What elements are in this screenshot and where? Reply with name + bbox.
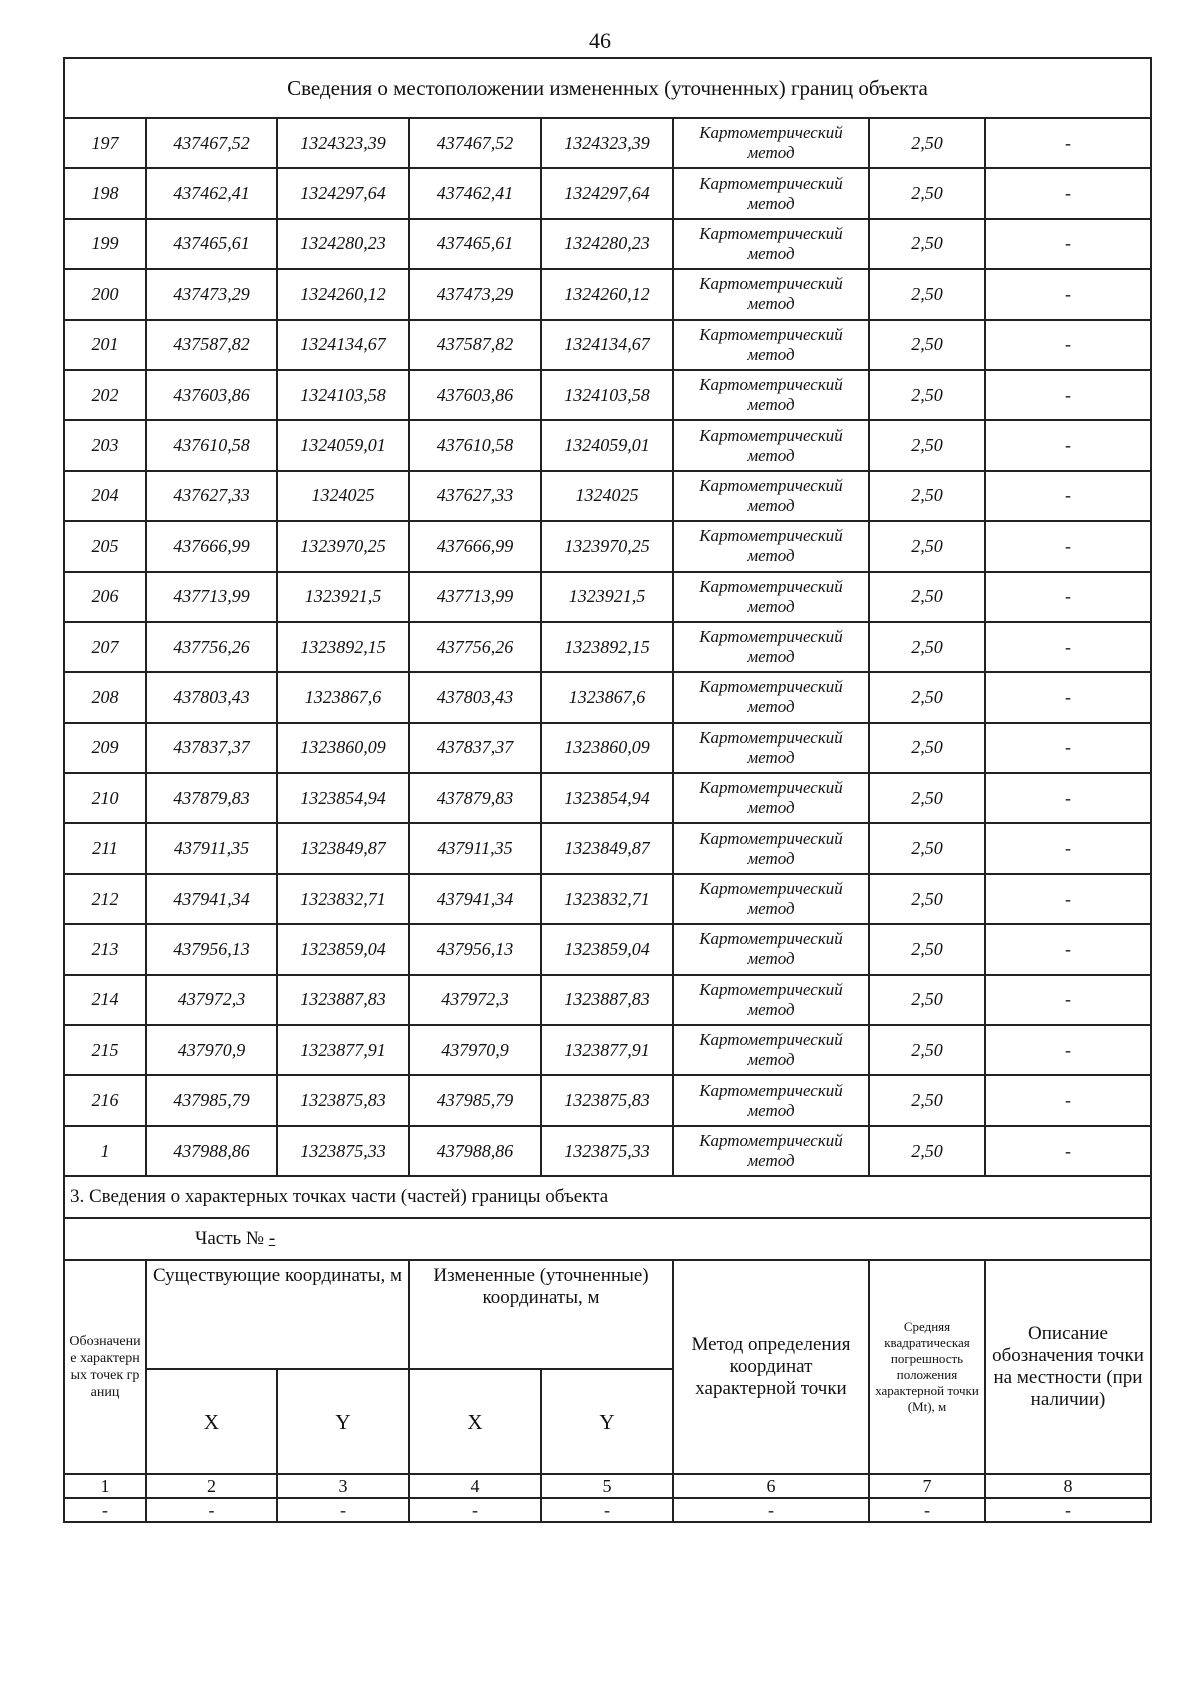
changed-x-cell: 437837,37 (409, 723, 541, 773)
changed-x-cell: 437988,86 (409, 1126, 541, 1176)
table-row (64, 320, 1151, 370)
changed-x-cell: 437587,82 (409, 320, 541, 370)
changed-y-cell: 1323892,15 (541, 622, 673, 672)
existing-x-cell: 437941,34 (146, 874, 277, 924)
part-value: - (268, 1228, 276, 1250)
changed-y-cell: 1323860,09 (541, 723, 673, 773)
description-cell: - (985, 723, 1151, 773)
existing-x-cell: 437462,41 (146, 168, 277, 218)
changed-x-cell: 437756,26 (409, 622, 541, 672)
part-label: Часть № (195, 1228, 265, 1250)
changed-y-cell: 1323867,6 (541, 672, 673, 722)
changed-y-cell: 1324134,67 (541, 320, 673, 370)
existing-y-cell: 1323849,87 (277, 823, 409, 873)
changed-y-cell: 1323859,04 (541, 924, 673, 974)
table-row (64, 723, 1151, 773)
changed-y-cell: 1323854,94 (541, 773, 673, 823)
point-number-cell: 204 (64, 471, 146, 521)
existing-y-cell: 1323867,6 (277, 672, 409, 722)
method-cell: Картометрический метод (673, 874, 869, 924)
empty-cell: - (869, 1498, 985, 1522)
table-title: Сведения о местоположении измененных (уточненных) границ объекта (64, 58, 1151, 118)
mt-value-cell: 2,50 (869, 471, 985, 521)
changed-y-cell: 1324025 (541, 471, 673, 521)
changed-x-cell: 437985,79 (409, 1075, 541, 1125)
part-row (64, 1218, 1151, 1260)
empty-cell: - (277, 1498, 409, 1522)
method-cell: Картометрический метод (673, 622, 869, 672)
existing-y-cell: 1323854,94 (277, 773, 409, 823)
table-row (64, 521, 1151, 571)
description-cell: - (985, 773, 1151, 823)
changed-y-cell: 1324323,39 (541, 118, 673, 168)
table-row (64, 622, 1151, 672)
method-cell: Картометрический метод (673, 471, 869, 521)
description-cell: - (985, 1025, 1151, 1075)
description-cell: - (985, 370, 1151, 420)
existing-x-cell: 437666,99 (146, 521, 277, 571)
column-number: 7 (869, 1474, 985, 1498)
description-cell: - (985, 874, 1151, 924)
mt-value-cell: 2,50 (869, 1025, 985, 1075)
existing-y-cell: 1323887,83 (277, 975, 409, 1025)
point-number-cell: 208 (64, 672, 146, 722)
mt-value-cell: 2,50 (869, 1075, 985, 1125)
description-cell: - (985, 118, 1151, 168)
table-row (64, 672, 1151, 722)
point-number-cell: 213 (64, 924, 146, 974)
method-cell: Картометрический метод (673, 1075, 869, 1125)
mt-value-cell: 2,50 (869, 572, 985, 622)
point-number-cell: 199 (64, 219, 146, 269)
existing-y-cell: 1324297,64 (277, 168, 409, 218)
existing-x-cell: 437985,79 (146, 1075, 277, 1125)
method-cell: Картометрический метод (673, 672, 869, 722)
existing-y-cell: 1324134,67 (277, 320, 409, 370)
existing-x-cell: 437587,82 (146, 320, 277, 370)
point-number-cell: 202 (64, 370, 146, 420)
table-row (64, 975, 1151, 1025)
changed-y-cell: 1324297,64 (541, 168, 673, 218)
existing-x-cell: 437627,33 (146, 471, 277, 521)
header-method: Метод определения координат характерной точки (673, 1260, 869, 1474)
column-number: 2 (146, 1474, 277, 1498)
point-number-cell: 201 (64, 320, 146, 370)
description-cell: - (985, 320, 1151, 370)
mt-value-cell: 2,50 (869, 874, 985, 924)
mt-value-cell: 2,50 (869, 420, 985, 470)
existing-y-cell: 1323875,83 (277, 1075, 409, 1125)
mt-value-cell: 2,50 (869, 924, 985, 974)
table-row (64, 1025, 1151, 1075)
point-number-cell: 198 (64, 168, 146, 218)
point-number-cell: 211 (64, 823, 146, 873)
table-row (64, 1126, 1151, 1176)
changed-x-cell: 437879,83 (409, 773, 541, 823)
existing-x-cell: 437467,52 (146, 118, 277, 168)
mt-value-cell: 2,50 (869, 370, 985, 420)
page-number: 46 (589, 28, 611, 53)
existing-y-cell: 1324280,23 (277, 219, 409, 269)
mt-value-cell: 2,50 (869, 118, 985, 168)
boundary-table (63, 57, 1152, 1523)
existing-x-cell: 437473,29 (146, 269, 277, 319)
description-cell: - (985, 269, 1151, 319)
table-row (64, 168, 1151, 218)
table-row (64, 471, 1151, 521)
header-existing-y: Y (277, 1369, 409, 1474)
changed-x-cell: 437956,13 (409, 924, 541, 974)
changed-x-cell: 437610,58 (409, 420, 541, 470)
existing-y-cell: 1323892,15 (277, 622, 409, 672)
table-row (64, 572, 1151, 622)
description-cell: - (985, 219, 1151, 269)
header-changed-coords: Измененные (уточненные) координаты, м (409, 1260, 673, 1369)
changed-y-cell: 1324260,12 (541, 269, 673, 319)
changed-y-cell: 1323849,87 (541, 823, 673, 873)
mt-value-cell: 2,50 (869, 823, 985, 873)
changed-x-cell: 437941,34 (409, 874, 541, 924)
mt-value-cell: 2,50 (869, 773, 985, 823)
existing-y-cell: 1323970,25 (277, 521, 409, 571)
changed-y-cell: 1324280,23 (541, 219, 673, 269)
existing-y-cell: 1324260,12 (277, 269, 409, 319)
mt-value-cell: 2,50 (869, 622, 985, 672)
existing-x-cell: 437956,13 (146, 924, 277, 974)
existing-x-cell: 437972,3 (146, 975, 277, 1025)
point-number-cell: 200 (64, 269, 146, 319)
column-number: 5 (541, 1474, 673, 1498)
existing-y-cell: 1323921,5 (277, 572, 409, 622)
changed-x-cell: 437666,99 (409, 521, 541, 571)
header-point-designation: Обозначение характерных точек границ (64, 1260, 146, 1474)
existing-x-cell: 437603,86 (146, 370, 277, 420)
column-number: 6 (673, 1474, 869, 1498)
existing-y-cell: 1324059,01 (277, 420, 409, 470)
point-number-cell: 207 (64, 622, 146, 672)
existing-y-cell: 1324025 (277, 471, 409, 521)
description-cell: - (985, 168, 1151, 218)
point-number-cell: 216 (64, 1075, 146, 1125)
mt-value-cell: 2,50 (869, 168, 985, 218)
table-row (64, 370, 1151, 420)
changed-x-cell: 437972,3 (409, 975, 541, 1025)
description-cell: - (985, 823, 1151, 873)
table-row (64, 874, 1151, 924)
existing-y-cell: 1323860,09 (277, 723, 409, 773)
header-mt: Средняя квадратическая погрешность положения характерной точки (Mt), м (869, 1260, 985, 1474)
header-description: Описание обозначения точки на местности (при наличии) (985, 1260, 1151, 1474)
mt-value-cell: 2,50 (869, 219, 985, 269)
existing-y-cell: 1323859,04 (277, 924, 409, 974)
changed-x-cell: 437603,86 (409, 370, 541, 420)
existing-y-cell: 1323832,71 (277, 874, 409, 924)
empty-cell: - (541, 1498, 673, 1522)
changed-x-cell: 437462,41 (409, 168, 541, 218)
point-number-cell: 212 (64, 874, 146, 924)
mt-value-cell: 2,50 (869, 320, 985, 370)
description-cell: - (985, 471, 1151, 521)
table-row (64, 420, 1151, 470)
method-cell: Картометрический метод (673, 168, 869, 218)
method-cell: Картометрический метод (673, 118, 869, 168)
changed-y-cell: 1323875,83 (541, 1075, 673, 1125)
method-cell: Картометрический метод (673, 1025, 869, 1075)
changed-x-cell: 437970,9 (409, 1025, 541, 1075)
existing-x-cell: 437465,61 (146, 219, 277, 269)
method-cell: Картометрический метод (673, 975, 869, 1025)
header-changed-x: X (409, 1369, 541, 1474)
existing-x-cell: 437988,86 (146, 1126, 277, 1176)
description-cell: - (985, 572, 1151, 622)
method-cell: Картометрический метод (673, 420, 869, 470)
point-number-cell: 206 (64, 572, 146, 622)
mt-value-cell: 2,50 (869, 269, 985, 319)
description-cell: - (985, 1075, 1151, 1125)
point-number-cell: 209 (64, 723, 146, 773)
method-cell: Картометрический метод (673, 1126, 869, 1176)
existing-y-cell: 1324323,39 (277, 118, 409, 168)
method-cell: Картометрический метод (673, 370, 869, 420)
point-number-cell: 197 (64, 118, 146, 168)
column-number: 1 (64, 1474, 146, 1498)
description-cell: - (985, 622, 1151, 672)
description-cell: - (985, 521, 1151, 571)
point-number-cell: 210 (64, 773, 146, 823)
mt-value-cell: 2,50 (869, 975, 985, 1025)
description-cell: - (985, 1126, 1151, 1176)
table-row (64, 269, 1151, 319)
existing-x-cell: 437713,99 (146, 572, 277, 622)
column-number: 3 (277, 1474, 409, 1498)
method-cell: Картометрический метод (673, 823, 869, 873)
changed-x-cell: 437627,33 (409, 471, 541, 521)
description-cell: - (985, 924, 1151, 974)
header-existing-coords: Существующие координаты, м (146, 1260, 409, 1369)
changed-y-cell: 1323832,71 (541, 874, 673, 924)
method-cell: Картометрический метод (673, 723, 869, 773)
existing-y-cell: 1323875,33 (277, 1126, 409, 1176)
empty-cell: - (146, 1498, 277, 1522)
section-heading: 3. Сведения о характерных точках части (частей) границы объекта (64, 1176, 1151, 1218)
changed-y-cell: 1323875,33 (541, 1126, 673, 1176)
column-number: 4 (409, 1474, 541, 1498)
description-cell: - (985, 420, 1151, 470)
changed-x-cell: 437911,35 (409, 823, 541, 873)
changed-x-cell: 437713,99 (409, 572, 541, 622)
changed-x-cell: 437465,61 (409, 219, 541, 269)
empty-cell: - (673, 1498, 869, 1522)
empty-cell: - (985, 1498, 1151, 1522)
empty-cell: - (64, 1498, 146, 1522)
changed-x-cell: 437467,52 (409, 118, 541, 168)
changed-y-cell: 1324059,01 (541, 420, 673, 470)
method-cell: Картометрический метод (673, 572, 869, 622)
mt-value-cell: 2,50 (869, 1126, 985, 1176)
changed-y-cell: 1323877,91 (541, 1025, 673, 1075)
empty-cell: - (409, 1498, 541, 1522)
existing-x-cell: 437879,83 (146, 773, 277, 823)
mt-value-cell: 2,50 (869, 672, 985, 722)
mt-value-cell: 2,50 (869, 521, 985, 571)
point-number-cell: 203 (64, 420, 146, 470)
table-row (64, 924, 1151, 974)
method-cell: Картометрический метод (673, 521, 869, 571)
changed-x-cell: 437473,29 (409, 269, 541, 319)
changed-x-cell: 437803,43 (409, 672, 541, 722)
header-existing-x: X (146, 1369, 277, 1474)
description-cell: - (985, 672, 1151, 722)
existing-x-cell: 437837,37 (146, 723, 277, 773)
table-row (64, 219, 1151, 269)
method-cell: Картометрический метод (673, 924, 869, 974)
changed-y-cell: 1323970,25 (541, 521, 673, 571)
description-cell: - (985, 975, 1151, 1025)
changed-y-cell: 1324103,58 (541, 370, 673, 420)
existing-x-cell: 437970,9 (146, 1025, 277, 1075)
method-cell: Картометрический метод (673, 219, 869, 269)
method-cell: Картометрический метод (673, 773, 869, 823)
method-cell: Картометрический метод (673, 269, 869, 319)
existing-x-cell: 437803,43 (146, 672, 277, 722)
changed-y-cell: 1323921,5 (541, 572, 673, 622)
existing-y-cell: 1324103,58 (277, 370, 409, 420)
table-row (64, 823, 1151, 873)
table-row (64, 118, 1151, 168)
point-number-cell: 1 (64, 1126, 146, 1176)
column-number: 8 (985, 1474, 1151, 1498)
point-number-cell: 215 (64, 1025, 146, 1075)
header-changed-y: Y (541, 1369, 673, 1474)
mt-value-cell: 2,50 (869, 723, 985, 773)
point-number-cell: 214 (64, 975, 146, 1025)
method-cell: Картометрический метод (673, 320, 869, 370)
existing-x-cell: 437911,35 (146, 823, 277, 873)
existing-x-cell: 437756,26 (146, 622, 277, 672)
table-row (64, 1075, 1151, 1125)
point-number-cell: 205 (64, 521, 146, 571)
table-row (64, 773, 1151, 823)
existing-x-cell: 437610,58 (146, 420, 277, 470)
changed-y-cell: 1323887,83 (541, 975, 673, 1025)
existing-y-cell: 1323877,91 (277, 1025, 409, 1075)
